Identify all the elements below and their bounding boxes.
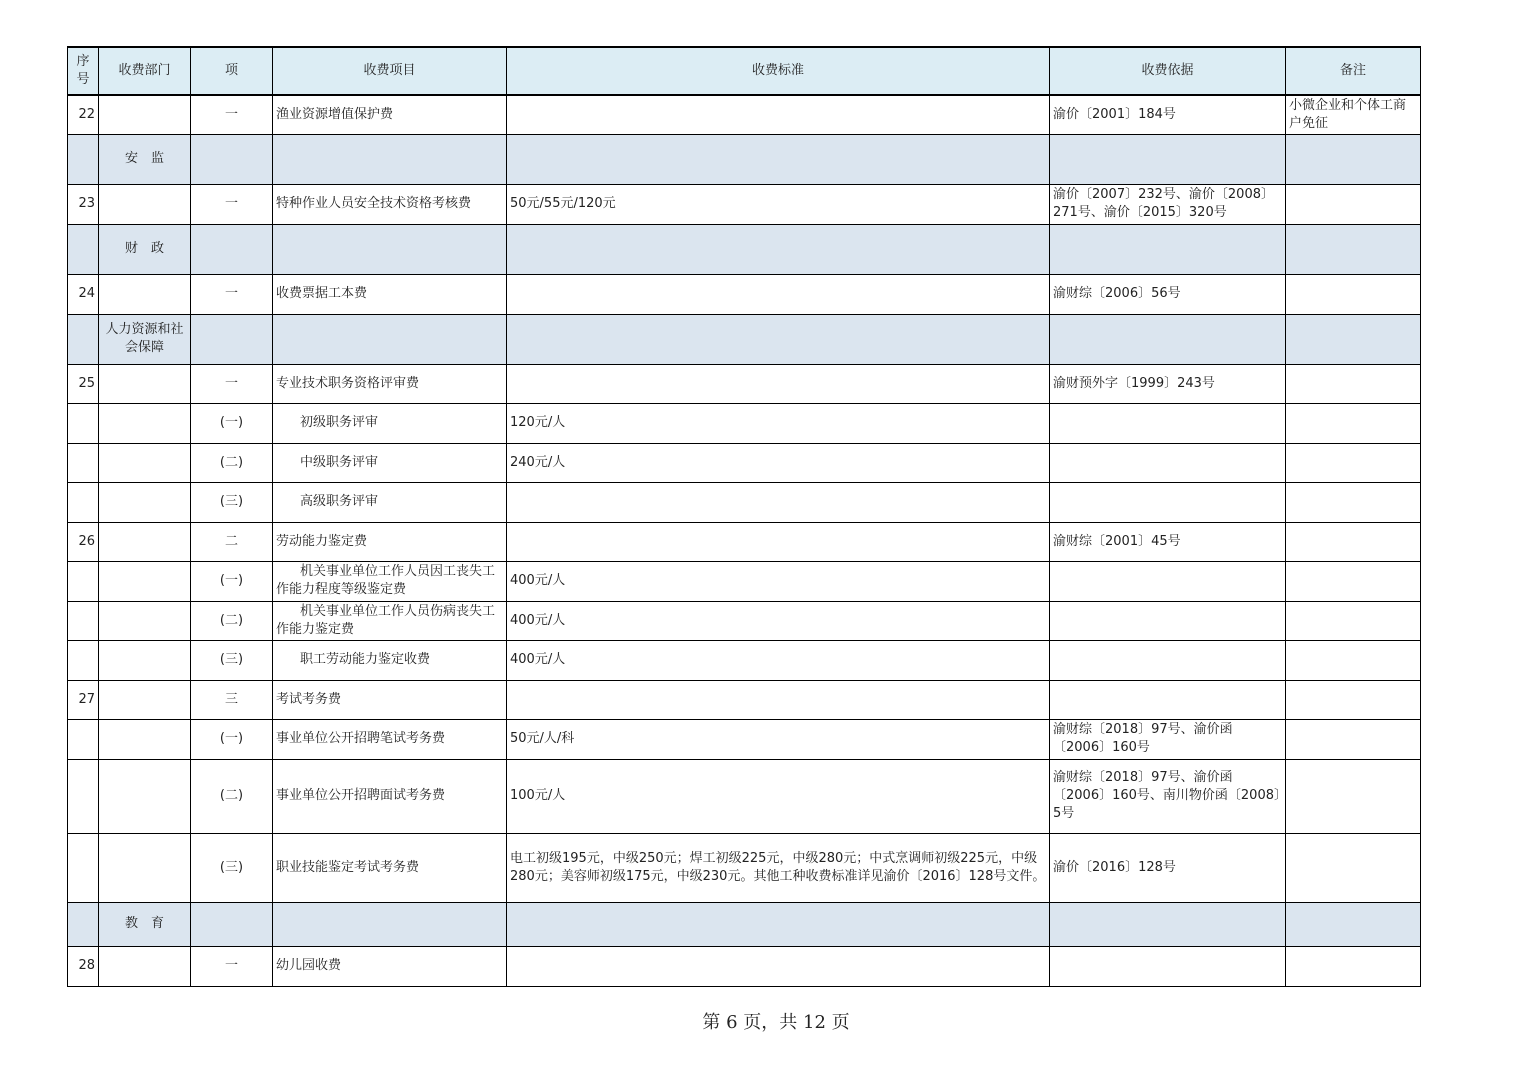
- item-cell: 一: [191, 364, 273, 403]
- dept-section-cell: 安 监: [99, 134, 191, 184]
- item-cell: 一: [191, 95, 273, 134]
- project-cell: 劳动能力鉴定费: [273, 522, 507, 561]
- table-row: [68, 601, 1421, 640]
- project-cell: [273, 640, 507, 680]
- item-cell: (一): [191, 561, 273, 601]
- dept-cell: [99, 364, 191, 403]
- table-row: [68, 364, 1421, 403]
- standard-cell: [507, 522, 1050, 561]
- seq-cell: 26: [68, 522, 99, 561]
- remark-cell: [1286, 364, 1421, 403]
- seq-cell: [68, 833, 99, 902]
- seq-cell: [68, 443, 99, 482]
- seq-cell: [68, 561, 99, 601]
- seq-cell: 27: [68, 680, 99, 719]
- seq-cell: [68, 224, 99, 274]
- standard-cell: 120元/人: [507, 403, 1050, 443]
- table-row: [68, 403, 1421, 443]
- seq-cell: [68, 719, 99, 759]
- footer-page-number: 6: [726, 1012, 738, 1033]
- section-row: [68, 314, 1421, 364]
- project-cell: 机关事业单位工作人员伤病丧失工作能力鉴定费: [273, 601, 507, 640]
- table-row: [68, 274, 1421, 314]
- seq-cell: [68, 601, 99, 640]
- basis-cell: [1050, 640, 1286, 680]
- remark-cell: [1286, 184, 1421, 224]
- remark-cell: [1286, 522, 1421, 561]
- standard-cell: 400元/人: [507, 640, 1050, 680]
- remark-cell: [1286, 443, 1421, 482]
- project-text: 职工劳动能力鉴定收费: [300, 652, 431, 667]
- table-row: [68, 640, 1421, 680]
- dept-cell: [99, 274, 191, 314]
- basis-cell: 渝价〔2001〕184号: [1050, 95, 1286, 134]
- table-row: [68, 184, 1421, 224]
- seq-cell: 25: [68, 364, 99, 403]
- item-cell: (一): [191, 719, 273, 759]
- standard-cell: [507, 680, 1050, 719]
- project-text: 初级职务评审: [300, 415, 379, 430]
- standard-cell: [507, 946, 1050, 986]
- dept-cell: [99, 184, 191, 224]
- item-cell: (一): [191, 403, 273, 443]
- header-item: 项: [191, 47, 273, 95]
- dept-cell: [99, 522, 191, 561]
- header-seq: 序号: [68, 47, 99, 95]
- footer-suffix: 页: [831, 1012, 850, 1033]
- basis-cell: 渝财综〔2006〕56号: [1050, 274, 1286, 314]
- project-text: 中级职务评审: [300, 454, 379, 470]
- dept-cell: [99, 719, 191, 759]
- dept-cell: [99, 680, 191, 719]
- standard-cell: 240元/人: [507, 443, 1050, 482]
- seq-cell: [68, 902, 99, 946]
- basis-cell: 渝财综〔2018〕97号、渝价函〔2006〕160号: [1050, 719, 1286, 759]
- dept-section-cell: 人力资源和社会保障: [99, 314, 191, 364]
- table-row: [68, 522, 1421, 561]
- item-cell: 三: [191, 680, 273, 719]
- basis-cell: [1050, 443, 1286, 482]
- section-row: [68, 134, 1421, 184]
- item-cell: (三): [191, 482, 273, 522]
- item-cell: 一: [191, 946, 273, 986]
- basis-cell: 渝财综〔2001〕45号: [1050, 522, 1286, 561]
- seq-cell: [68, 403, 99, 443]
- item-cell: 一: [191, 274, 273, 314]
- standard-cell: [507, 95, 1050, 134]
- table-row: [68, 680, 1421, 719]
- item-cell: (二): [191, 443, 273, 482]
- dept-section-cell: 财 政: [99, 224, 191, 274]
- project-cell: 考试考务费: [273, 680, 507, 719]
- remark-cell: [1286, 274, 1421, 314]
- remark-cell: [1286, 640, 1421, 680]
- basis-cell: [1050, 561, 1286, 601]
- dept-section-cell: 教 育: [99, 902, 191, 946]
- basis-cell: [1050, 482, 1286, 522]
- project-cell: 专业技术职务资格评审费: [273, 364, 507, 403]
- header-standard: 收费标准: [507, 47, 1050, 95]
- dept-cell: [99, 561, 191, 601]
- fee-table: [67, 46, 1421, 987]
- table-row: [68, 759, 1421, 833]
- header-row: [68, 47, 1421, 95]
- item-cell: (二): [191, 759, 273, 833]
- project-cell: [273, 443, 507, 482]
- item-cell: (三): [191, 833, 273, 902]
- project-cell: 事业单位公开招聘面试考务费: [273, 759, 507, 833]
- seq-cell: [68, 482, 99, 522]
- basis-cell: [1050, 946, 1286, 986]
- footer-mid: 页，共: [743, 1012, 798, 1033]
- dept-cell: [99, 833, 191, 902]
- item-cell: 二: [191, 522, 273, 561]
- table-row: [68, 95, 1421, 134]
- footer-total-pages: 12: [803, 1012, 826, 1033]
- remark-cell: [1286, 561, 1421, 601]
- dept-cell: [99, 443, 191, 482]
- table-row: [68, 561, 1421, 601]
- seq-cell: 23: [68, 184, 99, 224]
- remark-cell: [1286, 403, 1421, 443]
- standard-cell: [507, 274, 1050, 314]
- seq-cell: 28: [68, 946, 99, 986]
- header-remark: 备注: [1286, 47, 1421, 95]
- standard-cell: 400元/人: [507, 601, 1050, 640]
- standard-cell: 电工初级195元，中级250元；焊工初级225元，中级280元；中式烹调师初级225元，中级280元；美容师初级175元，中级230元。其他工种收费标准详见渝价〔2016〕128号文件。: [507, 833, 1050, 902]
- dept-cell: [99, 601, 191, 640]
- basis-cell: 渝价〔2016〕128号: [1050, 833, 1286, 902]
- standard-cell: [507, 364, 1050, 403]
- dept-cell: [99, 403, 191, 443]
- item-cell: (三): [191, 640, 273, 680]
- project-cell: 特种作业人员安全技术资格考核费: [273, 184, 507, 224]
- seq-cell: 24: [68, 274, 99, 314]
- dept-cell: [99, 640, 191, 680]
- section-row: [68, 224, 1421, 274]
- seq-cell: [68, 134, 99, 184]
- basis-cell: [1050, 680, 1286, 719]
- basis-cell: 渝财综〔2018〕97号、渝价函〔2006〕160号、南川物价函〔2008〕5号: [1050, 759, 1286, 833]
- header-basis: 收费依据: [1050, 47, 1286, 95]
- table-row: [68, 833, 1421, 902]
- project-cell: 渔业资源增值保护费: [273, 95, 507, 134]
- header-project: 收费项目: [273, 47, 507, 95]
- project-text: 高级职务评审: [300, 494, 379, 509]
- seq-cell: [68, 314, 99, 364]
- basis-cell: 渝财预外字〔1999〕243号: [1050, 364, 1286, 403]
- page-footer: [0, 1008, 1520, 1034]
- seq-cell: [68, 640, 99, 680]
- project-cell: 收费票据工本费: [273, 274, 507, 314]
- section-row: [68, 902, 1421, 946]
- standard-cell: [507, 482, 1050, 522]
- item-cell: (二): [191, 601, 273, 640]
- table-row: [68, 946, 1421, 986]
- project-cell: 幼儿园收费: [273, 946, 507, 986]
- project-cell: [273, 403, 507, 443]
- remark-cell: [1286, 946, 1421, 986]
- remark-cell: [1286, 759, 1421, 833]
- project-cell: 机关事业单位工作人员因工丧失工作能力程度等级鉴定费: [273, 561, 507, 601]
- project-cell: 事业单位公开招聘笔试考务费: [273, 719, 507, 759]
- remark-cell: 小微企业和个体工商户免征: [1286, 95, 1421, 134]
- header-dept: 收费部门: [99, 47, 191, 95]
- basis-cell: 渝价〔2007〕232号、渝价〔2008〕271号、渝价〔2015〕320号: [1050, 184, 1286, 224]
- remark-cell: [1286, 482, 1421, 522]
- item-cell: 一: [191, 184, 273, 224]
- remark-cell: [1286, 601, 1421, 640]
- standard-cell: 50元/人/科: [507, 719, 1050, 759]
- basis-cell: [1050, 403, 1286, 443]
- dept-cell: [99, 946, 191, 986]
- table-row: [68, 482, 1421, 522]
- remark-cell: [1286, 680, 1421, 719]
- basis-cell: [1050, 601, 1286, 640]
- project-cell: 职业技能鉴定考试考务费: [273, 833, 507, 902]
- footer-prefix: 第: [702, 1012, 721, 1033]
- standard-cell: 50元/55元/120元: [507, 184, 1050, 224]
- table-row: [68, 443, 1421, 482]
- standard-cell: 100元/人: [507, 759, 1050, 833]
- standard-cell: 400元/人: [507, 561, 1050, 601]
- dept-cell: [99, 759, 191, 833]
- seq-cell: 22: [68, 95, 99, 134]
- dept-cell: [99, 482, 191, 522]
- table-row: [68, 719, 1421, 759]
- dept-cell: [99, 95, 191, 134]
- remark-cell: [1286, 833, 1421, 902]
- project-cell: [273, 482, 507, 522]
- remark-cell: [1286, 719, 1421, 759]
- seq-cell: [68, 759, 99, 833]
